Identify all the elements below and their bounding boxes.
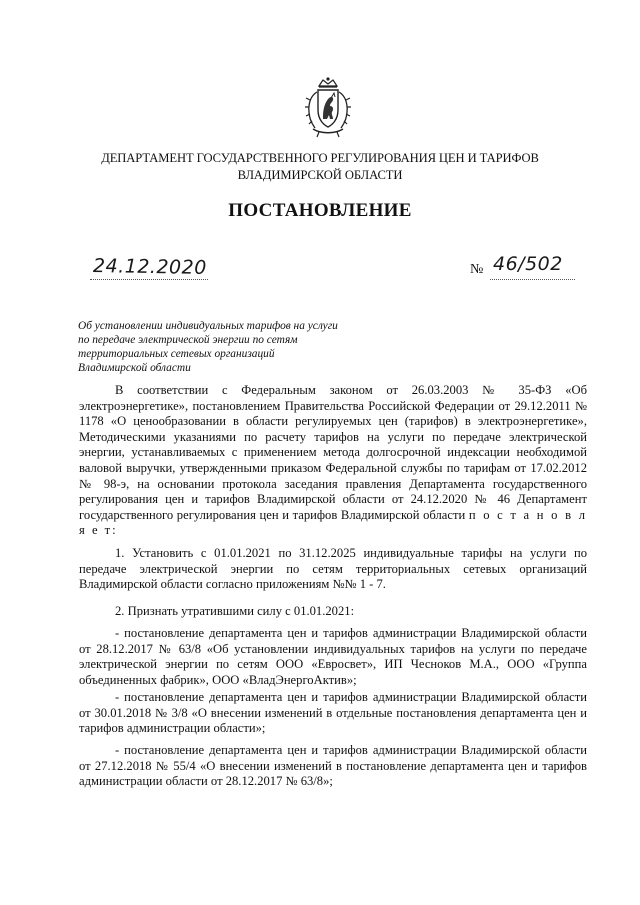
document-subject: Об установлении индивидуальных тарифов на услуги по передаче электрической энергии по сетям территориальных сетевых организаций Владимирской области <box>78 320 338 374</box>
handwritten-date: 24.12.2020 <box>92 255 207 279</box>
dash-item-3: - постановление департамента цен и тарифов администрации Владимирской области от 27.12.2018 № 55/4 «О внесении изменений в постановление департамента цен и тарифов администрации области от 28.12.2017 № 63/8»; <box>79 743 587 789</box>
date-underline <box>90 279 208 280</box>
item-2-paragraph: 2. Признать утратившими силу с 01.01.2021: <box>115 604 355 618</box>
number-label: № <box>470 262 484 277</box>
document-title: ПОСТАНОВЛЕНИЕ <box>228 200 412 221</box>
number-underline <box>490 279 575 280</box>
preamble-decree: п о с т а н о в л я е т: <box>79 507 587 538</box>
item-1-paragraph: 1. Установить с 01.01.2021 по 31.12.2025 индивидуальные тарифы на услуги по передаче электрической энергии по сетям территориальных сетевых организаций Владимирской области согласно приложениям №№ 1 - 7. <box>79 546 587 592</box>
department-name-line1: ДЕПАРТАМЕНТ ГОСУДАРСТВЕННОГО РЕГУЛИРОВАНИЯ ЦЕН И ТАРИФОВ <box>101 151 539 165</box>
handwritten-number: 46/502 <box>493 253 563 275</box>
preamble-text: В соответствии с Федеральным законом от 26.03.2003 № 35-ФЗ «Об электроэнергетике», постановлением Правительства Российской Федерации от 29.12.2011 № 1178 «О ценообразовании в области регулируемых цен (тарифов) в электроэнергетике», Методическими указаниями по расчету тарифов на услуги по передаче электрической энергии, устанавливаемых с применением метода долгосрочной индексации необходимой валовой выручки, утвержденными приказом Федеральной службы по тарифам от 17.02.2012 № 98-э, на основании протокола заседания правления Департамента государственного регулирования цен и тарифов Владимирской области от 24.12.2020 № 46 Департамент государственного регулирования цен и тарифов Владимирской области <box>79 383 587 522</box>
coat-of-arms-icon <box>303 76 353 138</box>
dash-item-1: - постановление департамента цен и тарифов администрации Владимирской области от 28.12.2017 № 63/8 «Об установлении индивидуальных тарифов на услуги по передаче электрической энергии по сетям ООО «Евросвет», ИП Чесноков М.А., ООО «Группа объединенных фабрик», ООО «ВладЭнергоАктив»; <box>79 626 587 687</box>
preamble-paragraph <box>79 383 587 539</box>
department-name-line2: ВЛАДИМИРСКОЙ ОБЛАСТИ <box>237 168 403 182</box>
dash-item-2: - постановление департамента цен и тарифов администрации Владимирской области от 30.01.2018 № 3/8 «О внесении изменений в отдельные постановления департамента цен и тарифов администрации области»; <box>79 690 587 736</box>
